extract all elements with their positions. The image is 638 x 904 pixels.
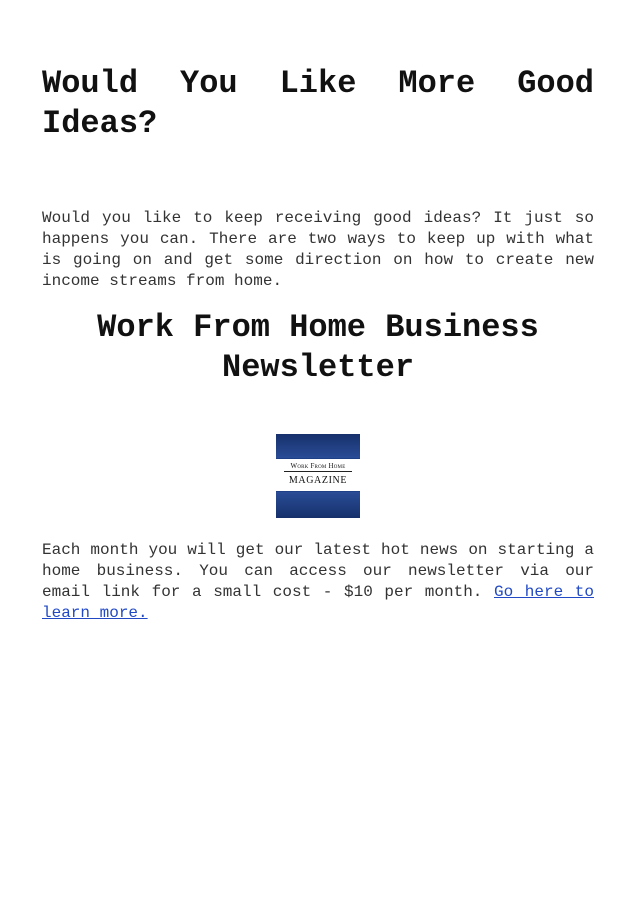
logo-rule [284,471,352,472]
newsletter-paragraph [42,540,594,624]
document-page [42,64,594,624]
section-heading [42,308,594,388]
newsletter-body-text: Each month you will get our latest hot news on starting a home business. You can access our newsletter via our email link for a small cost - $10 per month. [42,541,594,601]
section-heading-line1: Work From Home Business [97,309,539,346]
learn-more-link[interactable]: Go here to learn more. [42,583,594,622]
section-heading-line2: Newsletter [221,349,415,386]
logo-line2: MAGAZINE [288,475,348,486]
intro-paragraph: Would you like to keep receiving good ideas? It just so happens you can. There are two ways to keep up with what is going on and get some direction on how to create new income streams from home. [42,209,594,290]
magazine-logo-image [276,434,360,518]
logo-label [276,459,360,491]
logo-bottom-band [276,492,360,518]
logo-top-band [276,434,360,458]
logo-line1: Work From Home [290,462,346,470]
magazine-logo-container [42,434,594,518]
page-title: Would You Like More Good Ideas? [42,65,594,142]
